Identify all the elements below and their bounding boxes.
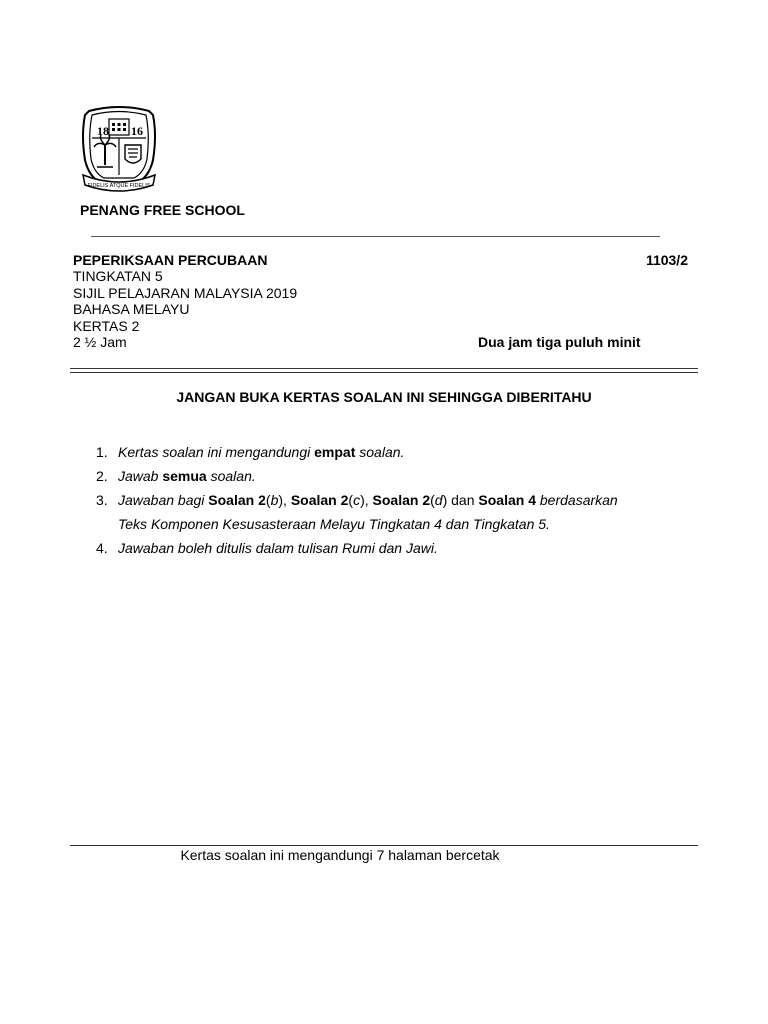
- page-count-note: Kertas soalan ini mengandungi 7 halaman bercetak: [180, 847, 500, 863]
- exam-info: [73, 252, 297, 350]
- duration-words: Dua jam tiga puluh minit: [478, 334, 641, 350]
- instruction-letter: d: [434, 492, 443, 508]
- crest-year-left: 18: [97, 124, 109, 138]
- double-divider: [70, 368, 698, 373]
- warning-notice: JANGAN BUKA KERTAS SOALAN INI SEHINGGA DIBERITAHU: [176, 389, 592, 405]
- footer-divider: [70, 845, 698, 846]
- instruction-text: Jawab: [118, 468, 163, 484]
- instruction-emphasis: empat: [314, 444, 356, 460]
- instruction-text: berdasarkan: [536, 492, 618, 508]
- instruction-text: (: [348, 492, 354, 508]
- instruction-text: Kertas soalan ini mengandungi: [118, 444, 315, 460]
- instruction-letter: c: [353, 492, 361, 508]
- exam-form: TINGKATAN 5: [73, 268, 163, 285]
- instruction-item: [96, 443, 696, 461]
- instruction-emphasis: Soalan 2: [372, 492, 431, 508]
- school-crest-icon: [79, 105, 159, 193]
- instructions-list: [96, 443, 696, 563]
- instruction-number: 4.: [96, 540, 108, 556]
- instruction-text: Jawaban boleh ditulis dalam tulisan Rumi dan Jawi.: [118, 540, 438, 556]
- exam-paper: KERTAS 2: [73, 317, 140, 334]
- instruction-text: ) dan: [442, 492, 479, 508]
- instruction-text: ),: [278, 492, 291, 508]
- instruction-emphasis: Soalan 2: [208, 492, 266, 508]
- instruction-item: [96, 467, 696, 485]
- instruction-text: (: [430, 492, 435, 508]
- crest-year-right: 16: [131, 124, 143, 138]
- school-crest: [79, 105, 159, 193]
- paper-code: 1103/2: [645, 252, 688, 268]
- exam-certificate: SIJIL PELAJARAN MALAYSIA 2019: [73, 284, 298, 301]
- instruction-text: soalan.: [206, 468, 256, 484]
- instruction-item: [96, 491, 696, 533]
- instruction-number: 2.: [96, 468, 108, 484]
- instruction-text: ),: [360, 492, 373, 508]
- instruction-text: Jawaban bagi: [118, 492, 209, 508]
- instruction-letter: b: [270, 492, 279, 508]
- instruction-emphasis: Soalan 2: [290, 492, 349, 508]
- instruction-number: 3.: [96, 492, 108, 508]
- exam-title: PEPERIKSAAN PERCUBAAN: [73, 252, 268, 268]
- instruction-emphasis: Soalan 4: [478, 492, 536, 508]
- exam-subject: BAHASA MELAYU: [73, 301, 190, 318]
- instruction-text: soalan.: [355, 444, 405, 460]
- crest-motto: FIDELIS ATQUE FIDELIS: [87, 183, 151, 189]
- instruction-text: (: [265, 492, 271, 508]
- instruction-text-continued: Teks Komponen Kesusasteraan Melayu Tingkatan 4 dan Tingkatan 5.: [118, 516, 550, 532]
- instruction-emphasis: semua: [162, 468, 207, 484]
- school-name: PENANG FREE SCHOOL: [80, 202, 245, 218]
- exam-duration: 2 ½ Jam: [73, 334, 127, 351]
- header-divider: [91, 236, 660, 237]
- instruction-number: 1.: [96, 444, 108, 460]
- instruction-item: [96, 539, 696, 557]
